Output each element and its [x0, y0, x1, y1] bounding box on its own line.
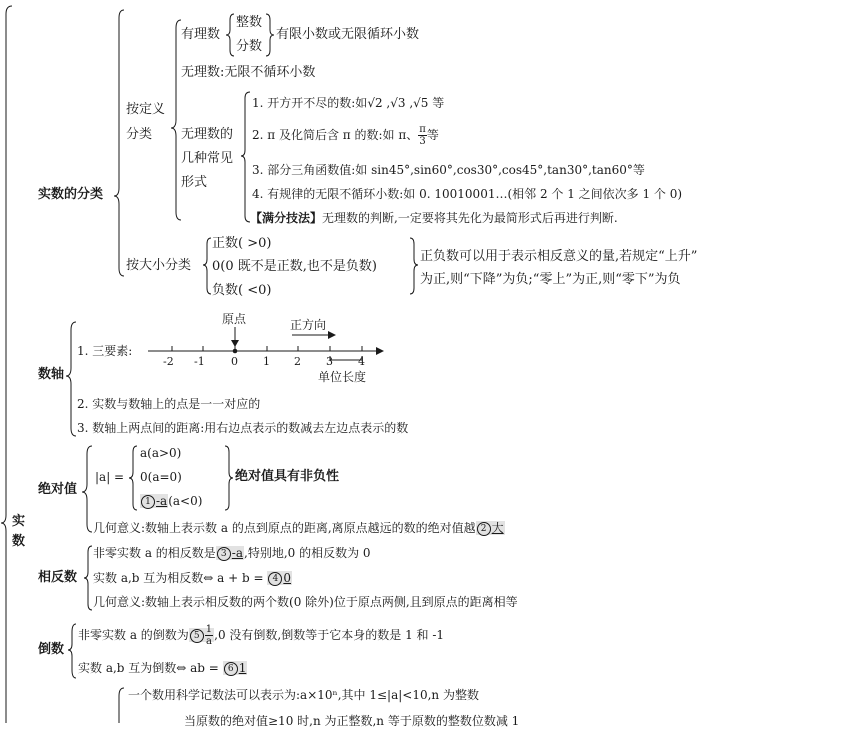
abs-geometry: 几何意义:数轴上表示数 a 的点到原点的距离,离原点越远的数的绝对值越 2 大 [93, 521, 504, 535]
irrational-kind-4: 4. 有规律的无限不循环小数:如 0. 10010001…(相邻 2 个 1 之间依次多 1 个 0) [252, 187, 683, 201]
origin-label: 原点 [222, 312, 247, 326]
tip-box: 【满分技法】无理数的判断,一定要将其先化为最简形式后再进行判断. [250, 211, 618, 225]
scientific-line-2: 当原数的绝对值≥10 时,n 为正整数,n 等于原数的整数位数减 1 [184, 714, 520, 728]
irrational-kind-3: 3. 部分三角函数值:如 sin45°,sin60°,cos30°,cos45°,tan30°,tan60°等 [252, 163, 645, 177]
tick-label: -2 [163, 355, 174, 368]
number-line-item-1: 1. 三要素: [77, 344, 133, 358]
integer-label: 整数 [236, 15, 263, 30]
tick-label: 3 [326, 355, 333, 368]
axis-arrow-icon [376, 347, 384, 355]
by-definition-label-1: 按定义 [126, 102, 166, 117]
by-definition-label-2: 分类 [126, 127, 153, 142]
rational-close-brace [266, 14, 274, 56]
zero-number: 0(0 既不是正数,也不是负数) [212, 259, 377, 274]
positive-number: 正数( >0) [212, 236, 272, 251]
irrational-definition: 无理数:无限不循环小数 [181, 65, 316, 80]
direction-arrow-icon [328, 331, 336, 339]
rational-note: 有限小数或无限循环小数 [276, 27, 420, 42]
tick-label: 0 [231, 355, 238, 368]
number-line-item-3: 3. 数轴上两点间的距离:用右边点表示的数减去左边点表示的数 [77, 421, 409, 435]
tick-label: 2 [294, 355, 301, 368]
irrational-kinds-brace [241, 92, 250, 222]
root-brace [1, 6, 12, 723]
opposite-line-1: 非零实数 a 的相反数是 3 -a,特别地,0 的相反数为 0 [93, 546, 371, 560]
abs-case-2: 0(a=0) [140, 470, 182, 484]
definition-brace [171, 20, 181, 220]
scientific-line-1: 一个数用科学记数法可以表示为:a×10ⁿ,其中 1≤|a|<10,n 为整数 [128, 688, 479, 702]
tick-label: 4 [358, 355, 365, 368]
classification-title: 实数的分类 [38, 187, 104, 202]
abs-property: 绝对值具有非负性 [235, 469, 340, 484]
by-sign-label: 按大小分类 [126, 258, 192, 273]
abs-lhs: |a| = [95, 470, 125, 484]
abs-case-3: 1 -a(a<0) [140, 493, 202, 509]
reciprocal-line-2: 实数 a,b 互为倒数⇔ ab = 6 1 [78, 661, 247, 675]
reciprocal-title: 倒数 [38, 642, 65, 657]
fraction-label: 分数 [236, 39, 263, 54]
root-label: 实数 [12, 514, 26, 549]
negative-number: 负数( <0) [212, 283, 272, 298]
irrational-kind-1: 1. 开方开不尽的数:如√2 ,√3 ,√5 等 [252, 96, 445, 110]
sign-brace [203, 238, 211, 294]
irrational-kinds-label-2: 几种常见 [181, 151, 234, 166]
origin-dot [233, 349, 238, 354]
scientific-brace [119, 688, 124, 723]
rational-label: 有理数 [181, 27, 221, 42]
abs-cases-close-brace [225, 446, 233, 510]
classification-brace [114, 10, 124, 276]
opposite-line-2: 实数 a,b 互为相反数⇔ a + b = 4 0 [93, 571, 292, 585]
origin-arrow-icon [231, 340, 239, 347]
reciprocal-line-1: 非零实数 a 的倒数为 5 $\frac{1}{a}$ ,0 没有倒数,倒数等于它本身的数是 1 和 -1 [78, 624, 445, 647]
axis-ticks [172, 346, 362, 351]
abs-cases-brace [129, 446, 137, 510]
number-line-brace [66, 322, 76, 436]
irrational-kinds-label-1: 无理数的 [181, 127, 234, 142]
opposite-title: 相反数 [38, 570, 78, 585]
sign-note-1: 正负数可以用于表示相反意义的量,若规定“上升” [420, 249, 698, 264]
number-line-title: 数轴 [38, 367, 65, 382]
tick-label: 1 [263, 355, 270, 368]
tick-label: -1 [194, 355, 205, 368]
positive-direction-label: 正方向 [290, 318, 327, 332]
unit-length-label: 单位长度 [318, 370, 367, 384]
opposite-brace [84, 546, 92, 610]
sign-note-2: 为正,则“下降”为负;“零上”为正,则“零下”为负 [420, 272, 681, 287]
reciprocal-brace [68, 624, 76, 678]
number-line-item-2: 2. 实数与数轴上的点是一一对应的 [77, 397, 261, 411]
sign-close-brace [410, 238, 418, 294]
opposite-line-3: 几何意义:数轴上表示相反数的两个数(0 除外)位于原点两侧,且到原点的距离相等 [93, 595, 518, 609]
absolute-brace [82, 446, 92, 532]
irrational-kinds-label-3: 形式 [181, 175, 208, 190]
absolute-value-title: 绝对值 [38, 482, 78, 497]
abs-case-1: a(a>0) [140, 446, 182, 460]
rational-brace [226, 14, 234, 56]
irrational-kind-2: 2. π 及化简后含 π 的数:如 π、 $\frac{\pi}{3}$ 等 [252, 124, 439, 147]
